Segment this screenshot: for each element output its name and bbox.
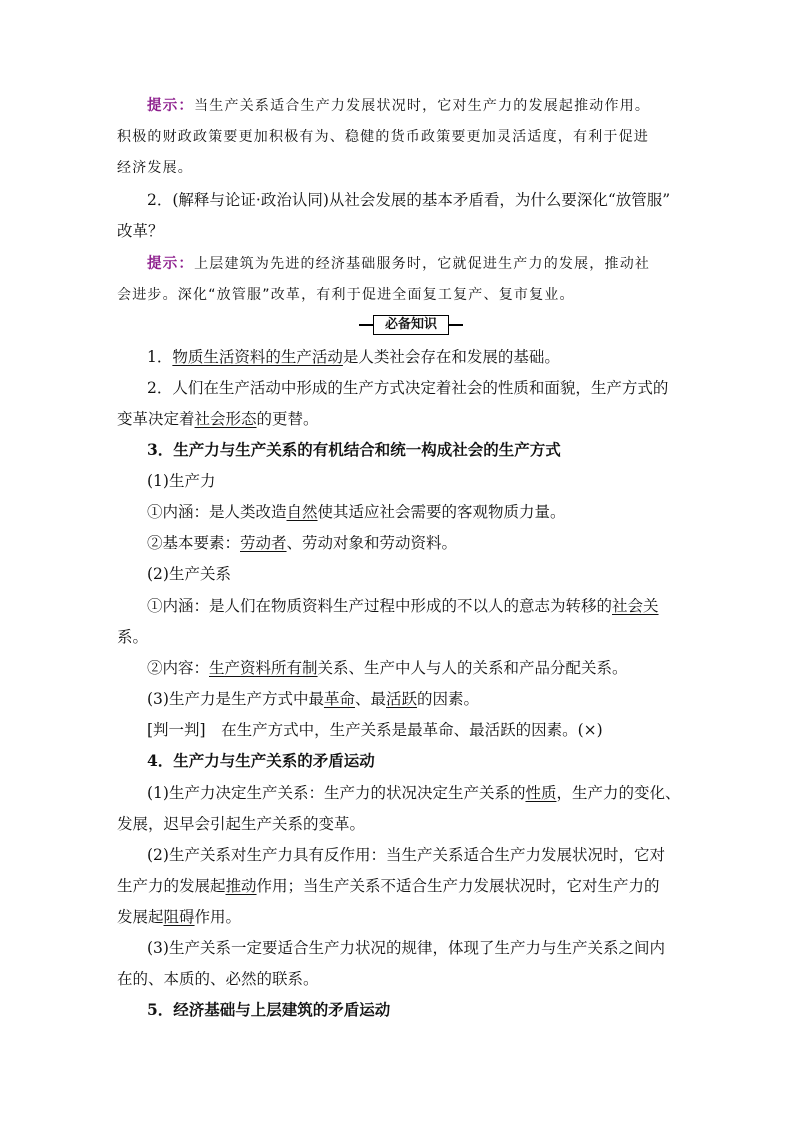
underlined-term: 生产资料所有制 (209, 659, 318, 677)
knowledge-4-title: 4．生产力与生产关系的矛盾运动 (147, 751, 375, 770)
hint-text: 当生产关系适合生产力发展状况时，它对生产力的发展起推动作用。 (194, 98, 651, 114)
underlined-term: 社会关 (612, 597, 659, 615)
k4-point-2-line-1: (2)生产关系对生产力具有反作用：当生产关系适合生产力发展状况时，它对 (147, 846, 665, 864)
underlined-term: 劳动者 (240, 534, 287, 552)
knowledge-2-line-2: 变革决定着社会形态的更替。 (117, 410, 319, 428)
underlined-term: 推动 (225, 877, 257, 895)
judge-item: [判一判] 在生产方式中，生产关系是最革命、最活跃的因素。(×) (147, 721, 603, 739)
underlined-term: 物质生活资料的生产活动 (172, 348, 343, 366)
hint-label: 提示： (147, 98, 195, 114)
relations-content: ②内容：生产资料所有制关系、生产中人与人的关系和产品分配关系。 (147, 659, 628, 677)
question-2-line-2: 改革？ (117, 222, 164, 240)
hint-2-line-2: 会进步。深化“放管服”改革，有利于促进全面复工复产、复市复业。 (117, 287, 575, 303)
k4-point-3-line-1: (3)生产关系一定要适合生产力状况的规律，体现了生产力与生产关系之间内 (147, 939, 665, 957)
k4-point-3-line-2: 在的、本质的、必然的联系。 (117, 970, 319, 988)
underlined-term: 活跃 (386, 690, 418, 708)
underlined-term: 阻碍 (163, 908, 195, 926)
relations-heading: (2)生产关系 (147, 565, 231, 583)
underlined-term: 性质 (525, 784, 557, 802)
knowledge-2-line-1: 2．人们在生产活动中形成的生产方式决定着社会的性质和面貌，生产方式的 (147, 379, 669, 397)
most-revolutionary-factor: (3)生产力是生产方式中最革命、最活跃的因素。 (147, 690, 480, 708)
hint-2-line-1 (147, 254, 683, 274)
knowledge-3-title: 3．生产力与生产关系的有机结合和统一构成社会的生产方式 (147, 440, 561, 459)
knowledge-1: 1．物质生活资料的生产活动是人类社会存在和发展的基础。 (147, 348, 560, 366)
k4-point-1-line-2: 发展，迟早会引起生产关系的变革。 (117, 815, 366, 833)
question-2-line-1: 2．(解释与论证·政治认同)从社会发展的基本矛盾看，为什么要深化“放管服” (147, 191, 671, 209)
knowledge-5-title: 5．经济基础与上层建筑的矛盾运动 (147, 1000, 391, 1019)
productivity-elements: ②基本要素：劳动者、劳动对象和劳动资料。 (147, 534, 458, 552)
productivity-heading: (1)生产力 (147, 472, 216, 490)
hint-1-line-3: 经济发展。 (117, 160, 193, 176)
hint-1-line-2: 积极的财政政策要更加积极有为、稳健的货币政策要更加灵活适度，有利于促进 (117, 129, 649, 145)
k4-point-2-line-2: 生产力的发展起推动作用；当生产关系不适合生产力发展状况时，它对生产力的 (117, 877, 660, 895)
underlined-term: 自然 (286, 503, 318, 521)
section-banner (359, 315, 463, 335)
hint-text: 上层建筑为先进的经济基础服务时，它就促进生产力的发展，推动社 (194, 256, 651, 272)
banner-title: 必备知识 (373, 315, 449, 335)
k4-point-1-line-1: (1)生产力决定生产关系：生产力的状况决定生产关系的性质，生产力的变化、 (147, 784, 681, 802)
hint-1-line-1 (147, 96, 683, 116)
k4-point-2-line-3: 发展起阻碍作用。 (117, 908, 242, 926)
underlined-term: 社会形态 (194, 410, 257, 428)
hint-label: 提示： (147, 256, 195, 272)
underlined-term: 革命 (323, 690, 355, 708)
productivity-connotation: ①内涵：是人类改造自然使其适应社会需要的客观物质力量。 (147, 503, 566, 521)
relations-connotation-line-2: 系。 (117, 628, 149, 646)
relations-connotation-line-1: ①内涵：是人们在物质资料生产过程中形成的不以人的意志为转移的社会关 (147, 597, 659, 615)
